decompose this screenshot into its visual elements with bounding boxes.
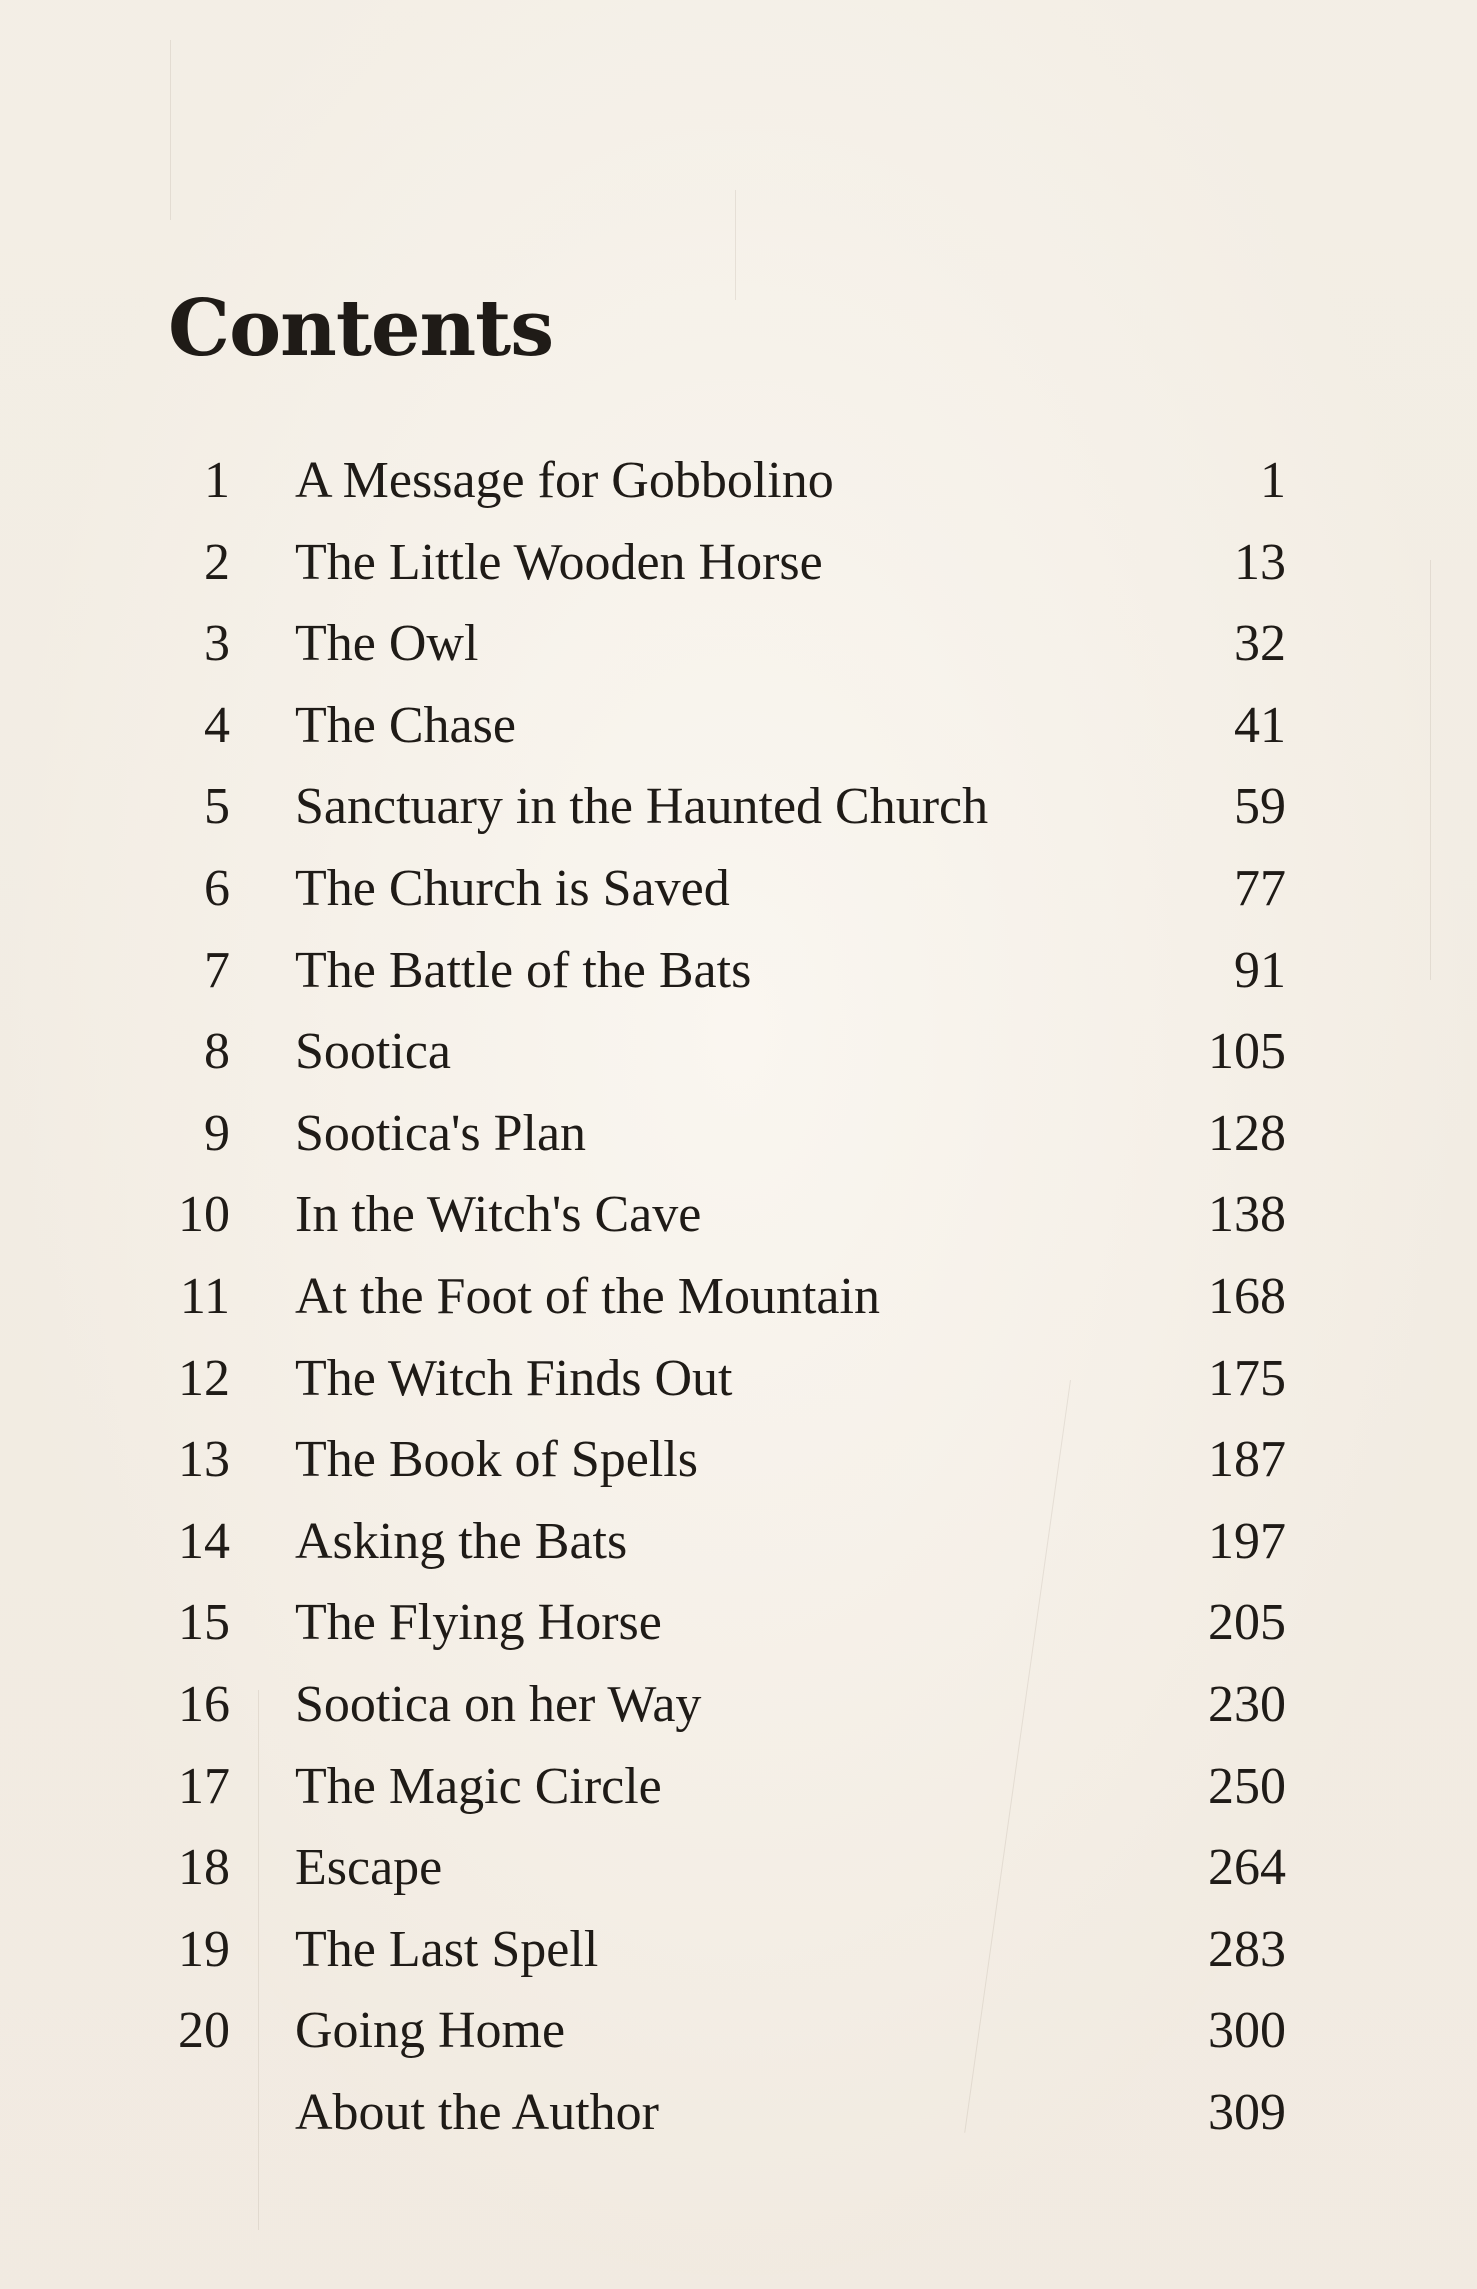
page-number: 91 xyxy=(1234,941,1286,999)
toc-row xyxy=(0,2082,1477,2164)
page-number: 187 xyxy=(1208,1431,1286,1489)
chapter-number: 15 xyxy=(178,1594,230,1652)
chapter-title: Sootica xyxy=(295,1023,451,1081)
chapter-title: A Message for Gobbolino xyxy=(295,452,834,509)
chapter-title: The Church is Saved xyxy=(295,859,730,917)
toc-row xyxy=(0,1919,1477,2001)
toc-row xyxy=(0,1592,1477,1674)
chapter-number: 5 xyxy=(204,778,230,836)
table-of-contents xyxy=(0,450,1477,2163)
toc-row xyxy=(0,776,1477,858)
chapter-number: 7 xyxy=(204,941,230,999)
chapter-title: Escape xyxy=(295,1839,443,1897)
toc-row xyxy=(0,1756,1477,1838)
chapter-number: 1 xyxy=(204,452,230,509)
toc-row xyxy=(0,940,1477,1022)
page-number: 309 xyxy=(1208,2083,1286,2141)
toc-row xyxy=(0,1837,1477,1919)
chapter-title: Going Home xyxy=(295,2002,566,2060)
chapter-title: In the Witch's Cave xyxy=(295,1186,702,1244)
chapter-number: 16 xyxy=(178,1675,230,1733)
chapter-title: The Battle of the Bats xyxy=(295,941,752,999)
page-title: Contents xyxy=(168,283,554,374)
chapter-title: At the Foot of the Mountain xyxy=(295,1267,880,1325)
page-number: 205 xyxy=(1208,1594,1286,1652)
chapter-number: 10 xyxy=(178,1186,230,1244)
page-number: 41 xyxy=(1234,696,1286,754)
page-number: 283 xyxy=(1208,1920,1286,1978)
toc-row xyxy=(0,1021,1477,1103)
toc-row xyxy=(0,1184,1477,1266)
toc-row xyxy=(0,450,1477,532)
page-number: 230 xyxy=(1208,1675,1286,1733)
toc-row xyxy=(0,1103,1477,1185)
chapter-title: Sootica on her Way xyxy=(295,1675,702,1733)
chapter-number: 4 xyxy=(204,696,230,754)
chapter-number: 12 xyxy=(178,1349,230,1407)
chapter-number: 19 xyxy=(178,1920,230,1978)
page-number: 197 xyxy=(1208,1512,1286,1570)
chapter-title: The Last Spell xyxy=(295,1920,599,1978)
toc-row xyxy=(0,695,1477,777)
chapter-number: 8 xyxy=(204,1023,230,1081)
chapter-number: 2 xyxy=(204,533,230,591)
chapter-title: The Chase xyxy=(295,696,516,754)
chapter-number: 9 xyxy=(204,1104,230,1162)
chapter-number: 20 xyxy=(178,2002,230,2060)
chapter-title: The Little Wooden Horse xyxy=(295,533,823,591)
page-number: 175 xyxy=(1208,1349,1286,1407)
toc-row xyxy=(0,613,1477,695)
chapter-number: 18 xyxy=(178,1839,230,1897)
toc-row xyxy=(0,1674,1477,1756)
chapter-title: The Book of Spells xyxy=(295,1431,698,1489)
toc-row xyxy=(0,858,1477,940)
page-number: 77 xyxy=(1234,859,1286,917)
toc-row xyxy=(0,532,1477,614)
toc-row xyxy=(0,1348,1477,1430)
page-number: 168 xyxy=(1208,1267,1286,1325)
chapter-title: Sootica's Plan xyxy=(295,1104,587,1162)
toc-row xyxy=(0,2000,1477,2082)
page-number: 138 xyxy=(1208,1186,1286,1244)
chapter-number: 14 xyxy=(178,1512,230,1570)
chapter-title: Asking the Bats xyxy=(295,1512,628,1570)
page-number: 59 xyxy=(1234,778,1286,836)
paper-crease xyxy=(170,40,171,220)
page-number: 128 xyxy=(1208,1104,1286,1162)
page-number: 13 xyxy=(1234,533,1286,591)
toc-row xyxy=(0,1266,1477,1348)
page-number: 264 xyxy=(1208,1839,1286,1897)
page-number: 300 xyxy=(1208,2002,1286,2060)
toc-row xyxy=(0,1511,1477,1593)
chapter-title: The Flying Horse xyxy=(295,1594,662,1652)
chapter-number: 13 xyxy=(178,1431,230,1489)
chapter-title: About the Author xyxy=(295,2083,659,2141)
chapter-title: The Magic Circle xyxy=(295,1757,662,1815)
chapter-number: 6 xyxy=(204,859,230,917)
chapter-number: 3 xyxy=(204,615,230,673)
page-number: 32 xyxy=(1234,615,1286,673)
toc-row xyxy=(0,1429,1477,1511)
page-number: 250 xyxy=(1208,1757,1286,1815)
page-number: 1 xyxy=(1260,452,1286,509)
chapter-title: Sanctuary in the Haunted Church xyxy=(295,778,989,836)
page-number: 105 xyxy=(1208,1023,1286,1081)
chapter-number: 11 xyxy=(179,1267,230,1325)
chapter-title: The Owl xyxy=(295,615,479,673)
paper-crease xyxy=(735,190,736,300)
chapter-number: 17 xyxy=(178,1757,230,1815)
chapter-title: The Witch Finds Out xyxy=(295,1349,733,1407)
